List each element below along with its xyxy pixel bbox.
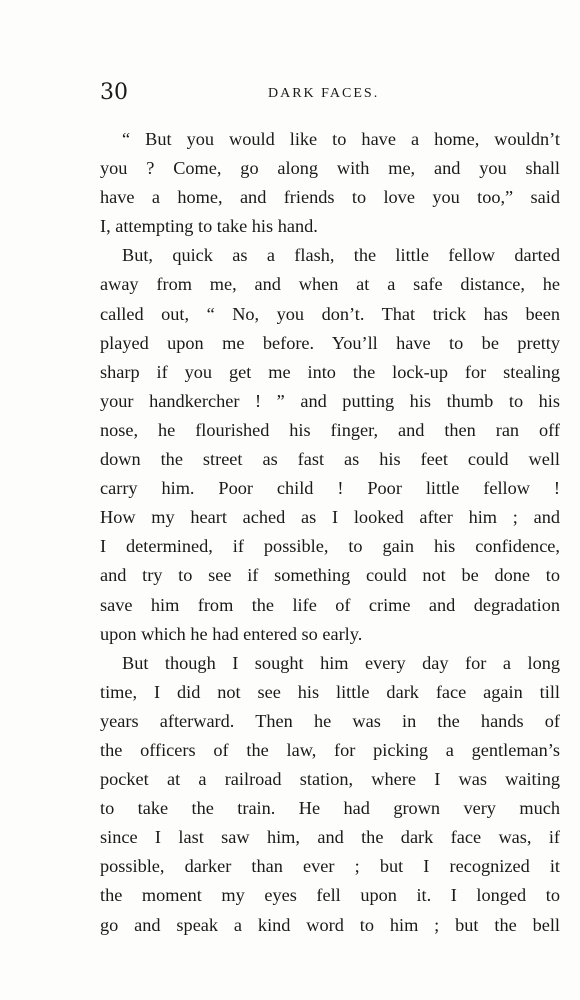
page-number: 30 [100,80,128,105]
text-line: your handkercher ! ” and putting his thumb to his [100,390,560,411]
text-line: pocket at a railroad station, where I was waiting [100,769,560,790]
body-text [100,125,560,940]
text-line: possible, darker than ever ; but I recognized it [100,856,560,877]
text-line: I, attempting to take his hand. [100,216,318,237]
text-line: to take the train. He had grown very much [100,798,560,819]
text-line: played upon me before. You’ll have to be pretty [100,332,560,353]
text-line: have a home, and friends to love you too,” said [100,187,560,208]
text-line: the officers of the law, for picking a gentleman’s [100,739,560,760]
text-line: since I last saw him, and the dark face was, if [100,827,560,848]
text-line: I determined, if possible, to gain his confidence, [100,536,560,557]
text-line: away from me, and when at a safe distance, he [100,274,560,295]
text-line: go and speak a kind word to him ; but the bell [100,914,560,935]
text-line: down the street as fast as his feet could well [100,449,560,470]
text-line: “ But you would like to have a home, wouldn’t [122,129,560,149]
text-line: sharp if you get me into the lock-up for stealing [100,361,560,382]
text-line: upon which he had entered so early. [100,623,363,644]
running-head: DARK FACES. [268,86,380,101]
text-line: years afterward. Then he was in the hands of [100,710,560,731]
text-line: But, quick as a flash, the little fellow darted [122,245,560,266]
text-line: the moment my eyes fell upon it. I longed to [100,885,560,906]
text-line: carry him. Poor child ! Poor little fellow ! [100,478,560,499]
text-line: called out, “ No, you don’t. That trick has been [100,303,560,324]
text-line: nose, he flourished his finger, and then ran off [100,419,560,440]
text-line: How my heart ached as I looked after him ; and [100,507,560,528]
text-line: and try to see if something could not be done to [100,565,560,586]
text-line: time, I did not see his little dark face again till [100,681,560,702]
text-line: But though I sought him every day for a long [122,652,560,673]
text-line: you ? Come, go along with me, and you shall [100,158,560,179]
page-header [100,80,560,110]
text-line: save him from the life of crime and degradation [100,594,560,615]
